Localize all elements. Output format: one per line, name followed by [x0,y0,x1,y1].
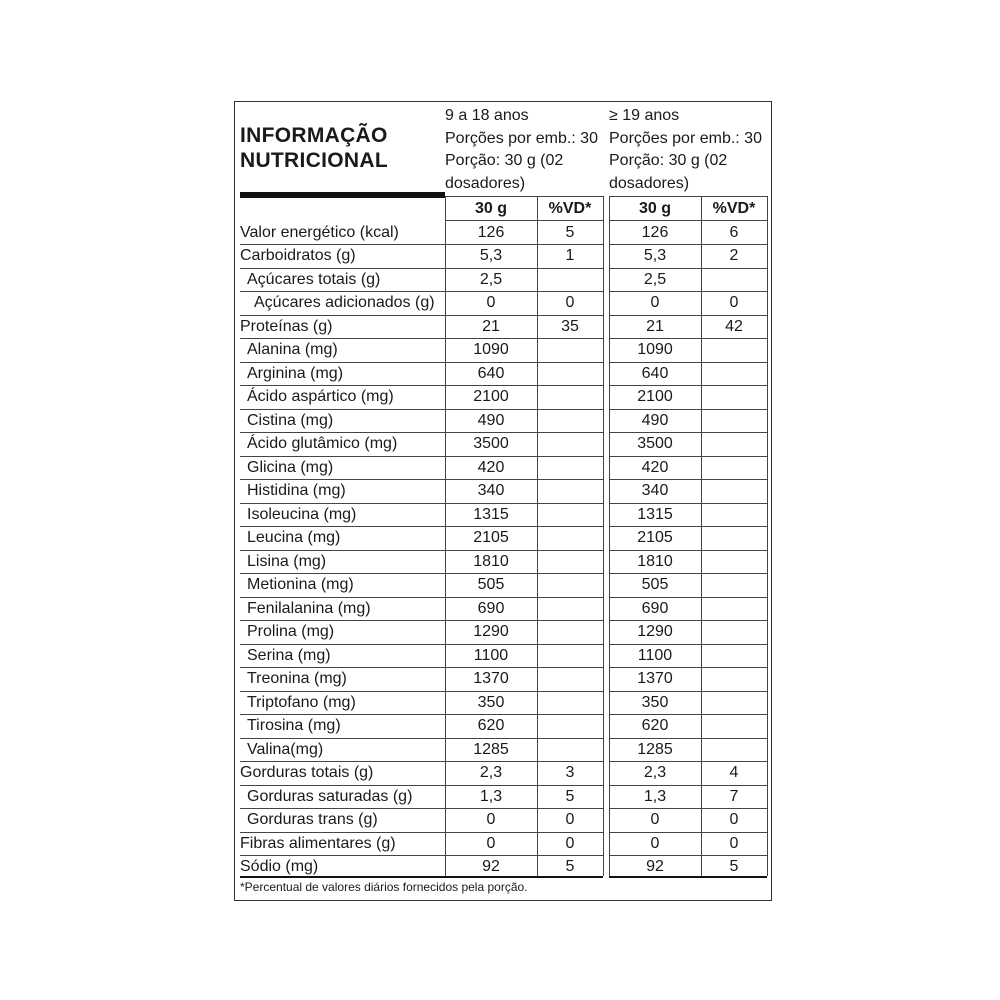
column-divider [701,196,702,876]
row-label: Prolina (mg) [247,623,335,640]
row-qty-adults: 350 [641,693,669,711]
row-divider [609,503,767,504]
row-vd-adults [701,738,767,762]
row-label: Ácido glutâmico (mg) [247,435,398,452]
column-divider [537,196,538,876]
row-qty-adults: 620 [641,717,669,734]
row-qty-adults: 505 [641,576,669,593]
row-qty-adults: 1315 [637,505,673,523]
row-qty-kids: 3500 [473,435,509,452]
row-vd-kids [537,479,603,503]
row-qty-adults: 92 [646,858,664,875]
label-title [240,123,388,173]
group-serving-size: Porção: 30 g (02 [445,152,564,169]
row-qty-kids: 1315 [473,505,509,523]
row-vd-kids [537,714,603,738]
column-divider [603,196,604,876]
row-divider [609,808,767,809]
row-qty-adults: 1290 [637,623,673,640]
group-servings-per-pack: Porções por emb.: 30 [445,129,598,147]
row-divider [609,597,767,598]
row-divider [445,220,603,221]
row-vd-kids [537,691,603,715]
row-vd-kids: 3 [565,764,575,781]
group-header-adults [609,105,762,195]
row-label: Triptofano (mg) [247,693,356,711]
row-divider [609,456,767,457]
col-header-qty: 30 g [638,200,671,217]
row-divider [240,597,603,598]
row-label: Fenilalanina (mg) [247,599,371,617]
row-qty-kids: 2,3 [479,764,503,781]
group-age: 9 a 18 anos [445,107,529,124]
row-divider [609,573,767,574]
row-qty-kids: 620 [477,717,505,734]
row-vd-kids [537,456,603,480]
row-qty-kids: 21 [482,317,500,335]
column-divider [767,196,768,876]
row-vd-adults [701,503,767,527]
row-divider [240,667,603,668]
row-qty-adults: 340 [641,482,669,499]
row-divider [240,409,603,410]
row-divider [240,644,603,645]
row-vd-kids: 5 [565,223,575,241]
row-divider [609,832,767,833]
row-vd-kids [537,597,603,621]
row-vd-adults [701,362,767,386]
row-label: Valor energético (kcal) [240,223,399,241]
row-label: Tirosina (mg) [247,717,341,734]
row-qty-kids: 2105 [473,529,509,546]
row-label: Histidina (mg) [247,482,346,499]
row-vd-adults: 2 [729,247,739,264]
row-vd-kids: 0 [565,811,575,828]
col-header-qty: 30 g [474,200,507,217]
row-vd-kids [537,738,603,762]
row-divider [609,761,767,762]
row-label: Alanina (mg) [247,341,338,358]
row-qty-adults: 3500 [637,435,673,452]
row-vd-adults [701,432,767,456]
row-qty-kids: 490 [477,411,505,429]
row-qty-adults: 420 [641,458,669,476]
table-bottom-rule [240,876,603,878]
row-divider [240,456,603,457]
row-vd-adults [701,714,767,738]
row-qty-kids: 2,5 [479,270,503,288]
row-vd-adults: 5 [729,858,739,875]
row-vd-adults [701,526,767,550]
row-vd-adults: 6 [729,223,739,241]
row-divider [240,479,603,480]
row-qty-adults: 1810 [637,552,673,570]
row-divider [609,526,767,527]
row-label: Ácido aspártico (mg) [247,388,394,405]
row-label: Isoleucina (mg) [247,505,357,523]
row-label: Metionina (mg) [247,576,354,593]
row-divider [609,550,767,551]
row-divider [609,738,767,739]
row-qty-kids: 340 [477,482,505,499]
row-divider [240,503,603,504]
row-qty-kids: 2100 [473,388,509,405]
group-serving-size: Porção: 30 g (02 [609,152,728,169]
row-qty-kids: 505 [477,576,505,593]
row-divider [240,785,603,786]
row-vd-kids [537,644,603,668]
row-divider [609,268,767,269]
row-vd-adults: 7 [729,787,739,805]
row-vd-kids [537,268,603,292]
row-vd-adults [701,409,767,433]
row-label: Gorduras saturadas (g) [247,787,413,805]
row-vd-adults [701,667,767,691]
row-divider [609,432,767,433]
row-label: Açúcares totais (g) [247,270,381,288]
row-divider [609,220,767,221]
row-qty-adults: 640 [641,364,669,382]
row-vd-adults: 0 [729,834,739,852]
row-divider [609,362,767,363]
row-label: Arginina (mg) [247,364,344,382]
row-divider [240,315,603,316]
row-vd-adults [701,479,767,503]
row-vd-kids [537,362,603,386]
row-divider [240,620,603,621]
row-label: Carboidratos (g) [240,247,356,264]
row-qty-adults: 1,3 [643,787,667,805]
row-vd-kids [537,409,603,433]
row-qty-adults: 2,3 [643,764,667,781]
column-divider [609,196,610,876]
col-header-vd: %VD* [712,200,756,217]
row-vd-kids: 5 [565,858,575,875]
row-divider [609,338,767,339]
row-vd-adults [701,644,767,668]
group-serving-size-cont: dosadores) [445,174,526,192]
row-qty-kids: 1290 [473,623,509,640]
row-label: Glicina (mg) [247,458,334,476]
row-vd-kids: 5 [565,787,575,805]
row-divider [609,385,767,386]
row-vd-kids [537,432,603,456]
row-divider [240,338,603,339]
row-vd-adults [701,620,767,644]
row-divider [240,526,603,527]
row-divider [609,620,767,621]
row-qty-adults: 490 [641,411,669,429]
row-qty-kids: 92 [482,858,500,875]
row-qty-adults: 1285 [637,740,673,758]
row-vd-kids: 35 [561,317,579,335]
footnote: *Percentual de valores diários fornecidos pela porção. [240,880,528,894]
row-qty-kids: 420 [477,458,505,476]
row-divider [240,714,603,715]
row-divider [240,855,603,856]
row-divider [240,244,603,245]
row-qty-kids: 350 [477,693,505,711]
row-qty-kids: 5,3 [479,247,503,264]
group-header-kids [445,105,598,195]
row-vd-adults: 4 [729,764,739,781]
row-qty-adults: 0 [650,811,660,828]
row-label: Valina(mg) [247,740,324,758]
row-vd-adults [701,550,767,574]
row-qty-kids: 126 [477,223,505,241]
col-header-vd: %VD* [548,200,592,217]
group-servings-per-pack: Porções por emb.: 30 [609,129,762,147]
row-qty-adults: 0 [650,834,660,852]
row-vd-kids [537,526,603,550]
row-qty-kids: 1810 [473,552,509,570]
row-divider [240,291,603,292]
row-qty-kids: 0 [486,834,496,852]
row-vd-kids [537,573,603,597]
row-divider [240,761,603,762]
row-qty-adults: 1090 [637,341,673,358]
row-qty-adults: 21 [646,317,664,335]
row-divider [609,244,767,245]
row-divider [240,738,603,739]
table-bottom-rule [609,876,767,878]
row-divider [609,644,767,645]
row-vd-adults [701,385,767,409]
row-vd-kids: 0 [565,294,575,311]
row-qty-adults: 126 [641,223,669,241]
row-label: Gorduras trans (g) [247,811,378,828]
row-qty-kids: 0 [486,811,496,828]
row-vd-adults: 0 [729,811,739,828]
row-qty-kids: 1,3 [479,787,503,805]
row-vd-kids [537,338,603,362]
row-qty-kids: 0 [486,294,496,311]
row-qty-adults: 690 [641,599,669,617]
row-label: Serina (mg) [247,646,331,664]
row-qty-adults: 5,3 [643,247,667,264]
row-qty-kids: 640 [477,364,505,382]
row-qty-adults: 2,5 [643,270,667,288]
row-vd-adults [701,456,767,480]
row-divider [240,362,603,363]
row-label: Fibras alimentares (g) [240,834,396,852]
row-divider [609,479,767,480]
row-label: Treonina (mg) [247,670,347,687]
row-divider [240,550,603,551]
row-divider [240,691,603,692]
row-vd-adults: 0 [729,294,739,311]
row-divider [609,667,767,668]
row-qty-kids: 690 [477,599,505,617]
group-serving-size-cont: dosadores) [609,174,690,192]
row-divider [609,196,767,197]
row-divider [609,409,767,410]
row-divider [240,432,603,433]
row-qty-adults: 2100 [637,388,673,405]
group-age: ≥ 19 anos [609,107,680,124]
row-qty-adults: 1100 [637,646,673,664]
row-qty-kids: 1100 [473,646,509,664]
row-label: Leucina (mg) [247,529,341,546]
column-divider [445,196,446,876]
row-vd-kids: 1 [565,247,575,264]
row-vd-adults: 42 [725,317,743,335]
row-vd-adults [701,597,767,621]
row-divider [445,196,603,197]
row-vd-kids: 0 [565,834,575,852]
row-vd-kids [537,620,603,644]
row-qty-kids: 1370 [473,670,509,687]
row-label: Proteínas (g) [240,317,333,335]
row-qty-kids: 1090 [473,341,509,358]
row-vd-adults [701,338,767,362]
row-vd-adults [701,573,767,597]
row-divider [609,315,767,316]
row-divider [609,714,767,715]
row-vd-kids [537,503,603,527]
row-divider [609,855,767,856]
row-divider [240,385,603,386]
row-divider [240,268,603,269]
row-label: Gorduras totais (g) [240,764,374,781]
row-label: Açúcares adicionados (g) [254,294,435,311]
row-vd-kids [537,667,603,691]
row-divider [240,832,603,833]
row-divider [609,691,767,692]
row-divider [240,573,603,574]
row-label: Lisina (mg) [247,552,327,570]
row-divider [609,785,767,786]
row-vd-adults [701,691,767,715]
row-qty-adults: 0 [650,294,660,311]
row-label: Sódio (mg) [240,858,319,875]
row-vd-kids [537,550,603,574]
row-divider [609,291,767,292]
title-underline [240,192,445,198]
title-line-1: INFORMAÇÃO [240,124,388,147]
row-label: Cistina (mg) [247,411,334,429]
row-divider [240,808,603,809]
row-qty-kids: 1285 [473,740,509,758]
row-vd-adults [701,268,767,292]
row-qty-adults: 1370 [637,670,673,687]
row-vd-kids [537,385,603,409]
row-qty-adults: 2105 [637,529,673,546]
title-line-2: NUTRICIONAL [240,149,388,172]
